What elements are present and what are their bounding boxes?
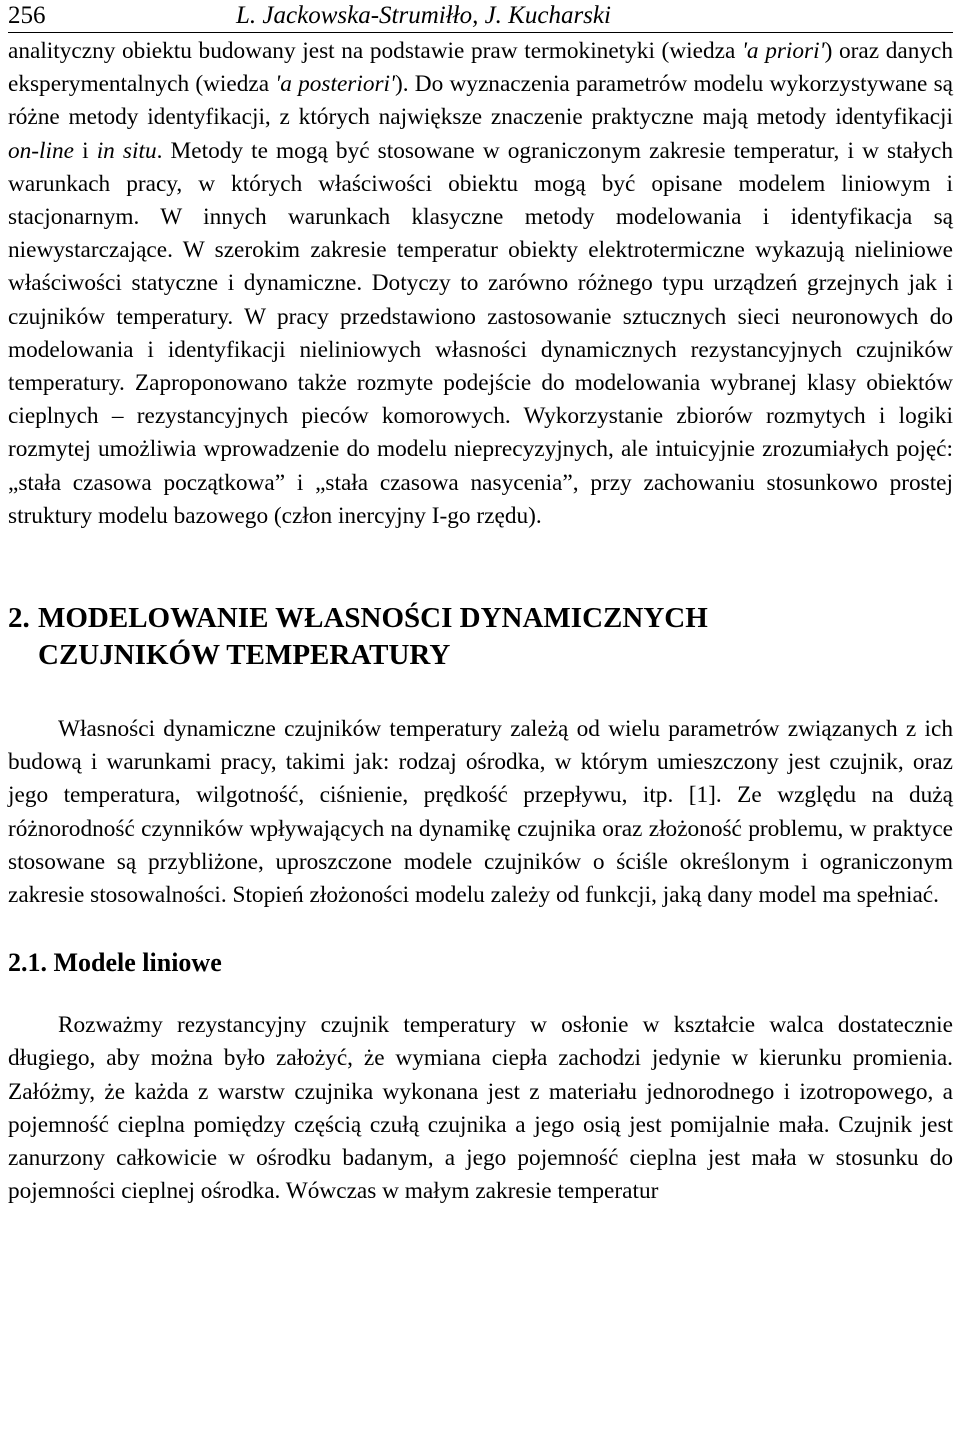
italic-term-a-priori: 'a priori' [741, 38, 825, 64]
text-run: analityczny obiektu budowany jest na podstawie praw termokinetyki (wiedza [8, 38, 742, 64]
text-run: ) oraz danych eksperymentalnych (wiedza [8, 38, 953, 98]
paragraph-intro-continuation [8, 35, 953, 533]
section-title-line-1: MODELOWANIE WŁASNOŚCI DYNAMICZNYCH [38, 602, 708, 635]
section-number: 2. [8, 602, 30, 635]
page-number: 256 [8, 2, 46, 29]
paragraph-linear-models: Rozważmy rezystancyjny czujnik temperatury w osłonie w kształcie walca dostatecznie długiego, aby można było założyć, że wymiana ciepła zachodzi jedynie w kierunku promienia. Załóżmy, że każda z warstw czujnika wykonana jest z materiału jednorodnego i izotropowego, a pojemność cieplna pomiędzy częścią czułą czujnika a jego osią jest pomijalnie mała. Czujnik jest zanurzony całkowicie w ośrodku badanym, a jego pojemność cieplna jest mała w stosunku do pojemności cieplnej ośrodka. Wówczas w małym zakresie temperatur [8, 1012, 953, 1205]
text-run: . Metody te mogą być stosowane w ograniczonym zakresie temperatur, i w stałych warunkach pracy, w których właściwości obiektu mogą być opisane modelem liniowym i stacjonarnym. W innych warunkach klasyczne metody modelowania i identyfikacja są niewystarczające. W szerokim zakresie temperatur obiekty elektrotermiczne wykazują nieliniowe właściwości statyczne i dynamiczne. Dotyczy to zarówno różnego typu urządzeń grzejnych jak i czujników temperatury. W pracy przedstawiono zastosowanie sztucznych sieci neuronowych do modelowania i identyfikacji nieliniowych własności dynamicznych rezystancyjnych czujników temperatury. Zaproponowano także rozmyte podejście do modelowania wybranej klasy obiektów cieplnych – rezystancyjnych pieców komorowych. Wykorzystanie zbiorów rozmytych i logiki rozmytej umożliwia wprowadzenie do modelu nieprecyzyjnych, ale intuicyjnie zrozumiałych pojęć: „stała czasowa początkowa” i „stała czasowa nasycenia”, przy zachowaniu stosunkowo prostej struktury modelu bazowego (człon inercyjny I-go rzędu). [8, 137, 953, 529]
italic-term-a-posteriori: 'a posteriori' [275, 71, 396, 98]
italic-term-in-situ: in situ [96, 137, 157, 164]
italic-term-on-line: on-line [8, 137, 74, 164]
text-run: i [74, 137, 97, 164]
paragraph-dynamic-properties: Własności dynamiczne czujników temperatury zależą od wielu parametrów związanych z ich budową i warunkami pracy, takimi jak: rodzaj ośrodka, w którym umieszczony jest czujnik, oraz jego temperatura, wilgotność, ciśnienie, prędkość przepływu, itp. [1]. Ze względu na dużą różnorodność czynników wpływających na dynamikę czujnika oraz złożoność problemu, w praktyce stosowane są przybliżone, uproszczone modele czujników o ściśle określonym i ograniczonym zakresie stosowalności. Stopień złożoności modelu zależy od funkcji, jaką dany model ma spełniać. [8, 716, 953, 909]
running-header [8, 0, 953, 33]
text-run: ). Do wyznaczenia parametrów modelu wykorzystywane są różne metody identyfikacji, z których największe znaczenie praktyczne mają metody identyfikacji [8, 71, 953, 131]
section-title [38, 600, 953, 674]
running-header-authors: L. Jackowska-Strumiłło, J. Kucharski [236, 2, 611, 29]
section-title-line-2: CZUJNIKÓW TEMPERATURY [38, 639, 451, 672]
subsection-heading-2-1: 2.1. Modele liniowe [8, 948, 222, 978]
section-heading-2 [8, 600, 953, 674]
document-page [8, 0, 953, 1208]
